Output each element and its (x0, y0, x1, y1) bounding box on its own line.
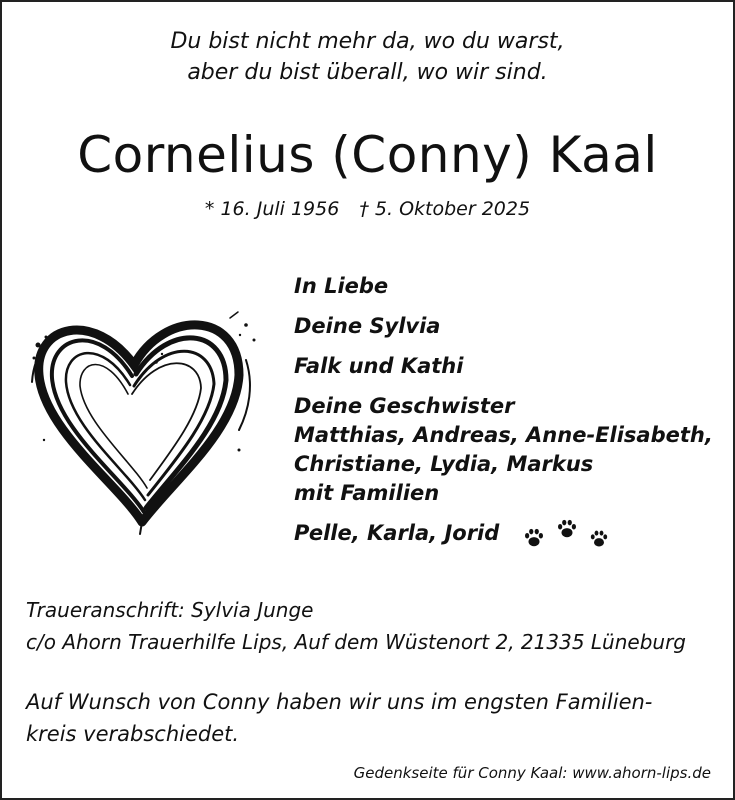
mourning-address (26, 594, 686, 658)
paw-print-icon (556, 518, 578, 540)
mourners-list (294, 272, 713, 549)
mourners-intro: In Liebe (294, 274, 389, 298)
siblings-line-3: mit Familien (294, 481, 440, 505)
mourner-children: Falk und Kathi (294, 354, 464, 378)
mourner-pets-row (294, 519, 713, 549)
siblings-heading: Deine Geschwister (294, 394, 515, 418)
quote-line-1: Du bist nicht mehr da, wo du warst, (170, 29, 565, 54)
paw-print-icon (589, 529, 609, 549)
address-line-2: c/o Ahorn Trauerhilfe Lips, Auf dem Wüstenort 2, 21335 Lüneburg (26, 630, 686, 654)
heart-icon (24, 290, 274, 540)
paw-prints (523, 519, 610, 549)
mourner-partner: Deine Sylvia (294, 314, 441, 338)
life-dates (2, 198, 733, 220)
address-line-1: Traueranschrift: Sylvia Junge (26, 598, 314, 622)
farewell-line-2: kreis verabschiedet. (26, 722, 240, 746)
farewell-note (26, 686, 652, 750)
siblings-line-1: Matthias, Andreas, Anne-Elisabeth, (294, 423, 713, 447)
quote-line-2: aber du bist überall, wo wir sind. (187, 60, 548, 85)
memorial-website: Gedenkseite für Conny Kaal: www.ahorn-lips.de (353, 764, 711, 782)
deceased-name: Cornelius (Conny) Kaal (77, 126, 658, 184)
mourner-siblings (294, 392, 713, 508)
birth-date: * 16. Juli 1956 (204, 198, 340, 220)
death-date: † 5. Oktober 2025 (359, 198, 531, 220)
paw-print-icon (523, 527, 545, 549)
farewell-line-1: Auf Wunsch von Conny haben wir uns im engsten Familien- (26, 690, 653, 714)
siblings-line-2: Christiane, Lydia, Markus (294, 452, 594, 476)
mourner-pets: Pelle, Karla, Jorid (294, 521, 500, 545)
quote (2, 26, 733, 88)
